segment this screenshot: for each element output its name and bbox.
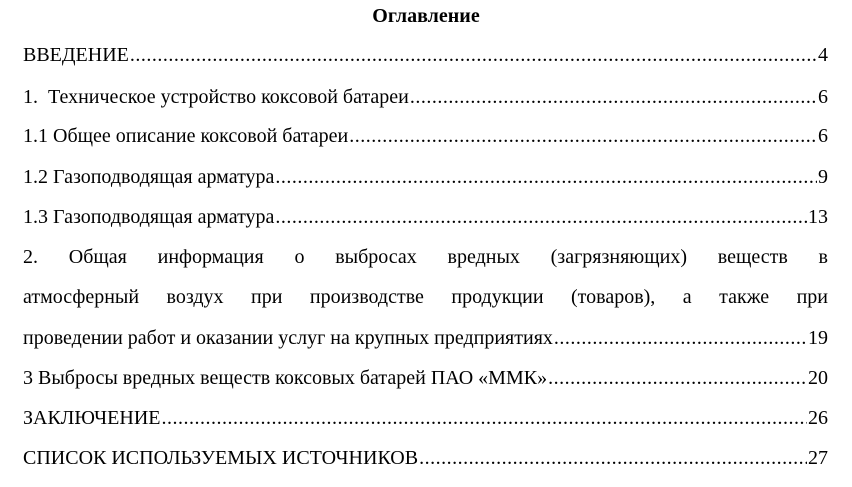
dot-leader	[349, 124, 817, 148]
toc-entry-text: 1. Техническое устройство коксовой батареи	[23, 86, 409, 108]
toc-page-number: 6	[818, 125, 828, 147]
toc-page-number: 20	[808, 367, 828, 389]
dot-leader	[275, 165, 817, 189]
dot-leader	[130, 43, 817, 67]
toc-entry-section-2-line-1[interactable]: 2. Общая информация о выбросах вредных (загрязняющих) веществ в	[23, 246, 828, 268]
toc-page-number: 4	[818, 44, 828, 66]
dot-leader	[419, 446, 807, 470]
toc-entry-introduction[interactable]	[23, 43, 828, 67]
toc-entry-conclusion[interactable]	[23, 406, 828, 430]
toc-entry-section-1[interactable]	[23, 85, 828, 109]
toc-entry-section-1-3[interactable]	[23, 205, 828, 229]
toc-page-number: 6	[818, 86, 828, 108]
dot-leader	[548, 366, 807, 390]
toc-entry-section-2-line-2[interactable]: атмосферный воздух при производстве продукции (товаров), а также при	[23, 286, 828, 308]
toc-title: Оглавление	[372, 5, 480, 27]
toc-entry-text: 3 Выбросы вредных веществ коксовых батарей ПАО «ММК»	[23, 367, 548, 389]
dot-leader	[161, 406, 807, 430]
toc-entry-text: ВВЕДЕНИЕ	[23, 44, 129, 66]
toc-entry-text: проведении работ и оказании услуг на крупных предприятиях	[23, 327, 553, 349]
dot-leader	[554, 326, 807, 350]
toc-page-number: 27	[808, 447, 828, 469]
dot-leader	[275, 205, 807, 229]
toc-entry-section-1-2[interactable]	[23, 165, 828, 189]
toc-page-number: 13	[808, 206, 828, 228]
toc-entry-section-2[interactable]	[23, 326, 828, 350]
toc-page-number: 19	[808, 327, 828, 349]
toc-entry-section-1-1[interactable]	[23, 124, 828, 148]
toc-page-number: 26	[808, 407, 828, 429]
dot-leader	[410, 85, 817, 109]
toc-entry-section-3[interactable]	[23, 366, 828, 390]
toc-entry-text: 1.2 Газоподводящая арматура	[23, 166, 275, 188]
toc-entry-references[interactable]	[23, 446, 828, 470]
toc-page-number: 9	[818, 166, 828, 188]
toc-entry-text: ЗАКЛЮЧЕНИЕ	[23, 407, 161, 429]
toc-entry-text: 1.3 Газоподводящая арматура	[23, 206, 275, 228]
toc-entry-text: СПИСОК ИСПОЛЬЗУЕМЫХ ИСТОЧНИКОВ	[23, 447, 419, 469]
toc-entry-text: 1.1 Общее описание коксовой батареи	[23, 125, 349, 147]
